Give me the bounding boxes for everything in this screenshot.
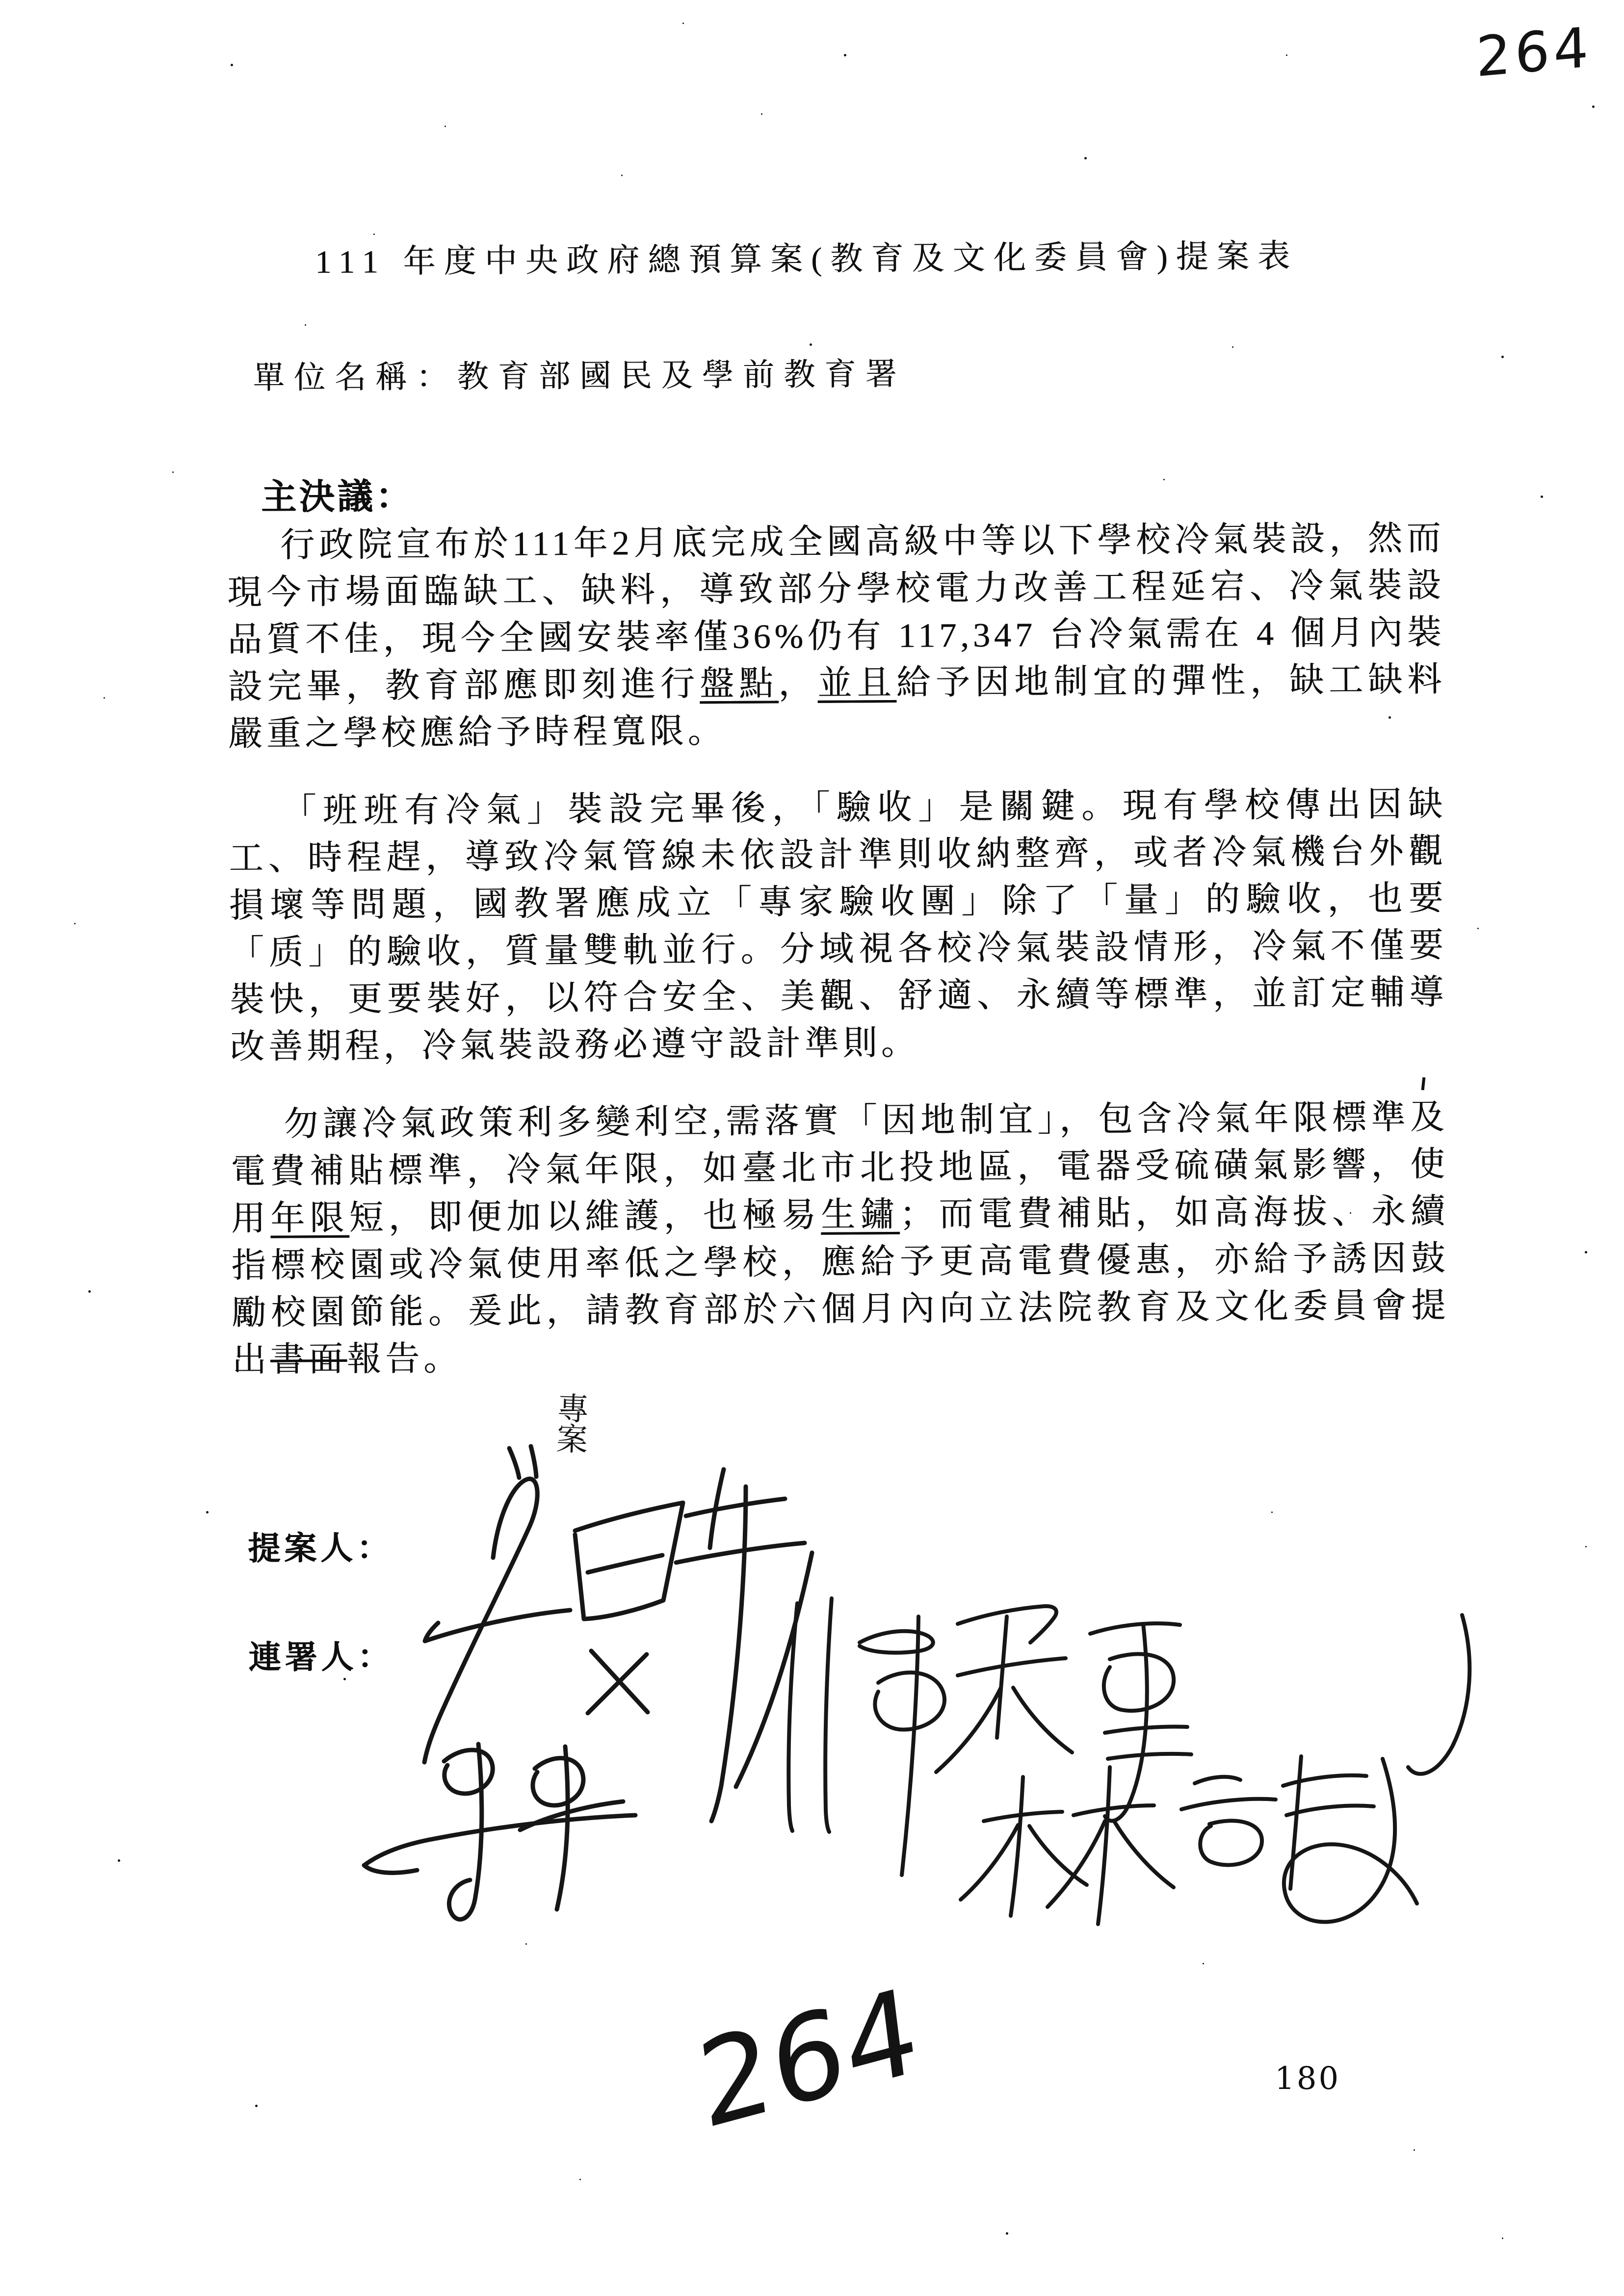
pen-struck-text: 書面 xyxy=(270,1340,347,1379)
cosigner-signature-2 xyxy=(364,1744,635,1919)
pen-underlined-text: 生鏽 xyxy=(820,1196,900,1234)
handwritten-page-number-top: 264 xyxy=(1475,15,1593,90)
body-text-run: 短，即便加以維護，也極易 xyxy=(349,1196,821,1237)
handwritten-page-number-bottom: 264 xyxy=(691,1961,926,2156)
body-text-run: 給予因地制宜的彈性，缺工缺料嚴重之學校應給予時程寬限。 xyxy=(228,661,1446,754)
unit-name-line: 單位名稱：教育部國民及學前教育署 xyxy=(253,356,907,395)
body-text-run: 報告。 xyxy=(346,1340,462,1379)
handwritten-project-note: 專案 xyxy=(555,1391,590,1458)
proposer-signature xyxy=(424,1446,812,1821)
cosigner-signature-1 xyxy=(788,1598,1469,1875)
proposer-label: 提案人： xyxy=(247,1530,393,1567)
body-text-run: 勿讓冷氣政策利多變利空,需落實「因地制宜」，包含冷氣年限標準及電費補貼標準，冷氣年限，如臺北市北投地區，電器受硫磺氣影響，使用 xyxy=(231,1098,1449,1238)
pen-underlined-text: 年限 xyxy=(270,1199,349,1238)
body-text-run: 「班班有冷氣」裝設完畢後，「驗收」是關鍵。現有學校傳出因缺工、時程趕，導致冷氣管線未依設計準則收納整齊，或者冷氣機台外觀損壞等問題，國教署應成立「專家驗收團」除了「量」的驗收，也要「质」的驗收，質量雙軌並行。分域視各校冷氣裝設情形，冷氣不僅要裝快，更要裝好，以符合安全、美觀、舒適、永續等標準，並訂定輔導改善期程，冷氣裝設務必遵守設計準則。 xyxy=(229,785,1448,1067)
body-text-run: ；而電費補貼，如高海拔、永續指標校園或冷氣使用率低之學校，應給予更高電費優惠，亦給予誘因鼓勵校園節能。爰此，請教育部於六個月內向立法院教育及文化委員會提出 xyxy=(231,1193,1450,1380)
page-title: 111 年度中央政府總預算案(教育及文化委員會)提案表 xyxy=(315,238,1299,281)
cosigner-signature-3 xyxy=(961,1756,1417,1924)
printed-page-number: 180 xyxy=(1275,2061,1341,2097)
section-heading-main-resolution: 主決議： xyxy=(261,476,414,517)
cosigner-label: 連署人： xyxy=(248,1639,394,1676)
pen-underlined-text: 並且 xyxy=(817,664,896,703)
body-text-run: ， xyxy=(778,664,818,703)
pen-underlined-text: 盤點 xyxy=(699,665,779,704)
body-text-run: 行政院宣布於111年2月底完成全國高級中等以下學校冷氣裝設，然而現今市場面臨缺工、缺料，導致部分學校電力改善工程延宕、冷氣裝設品質不佳，現今全國安裝率僅36%仍有 117,347 台冷氣需在 4 個月內裝設完畢，教育部應即刻進行 xyxy=(227,520,1446,706)
